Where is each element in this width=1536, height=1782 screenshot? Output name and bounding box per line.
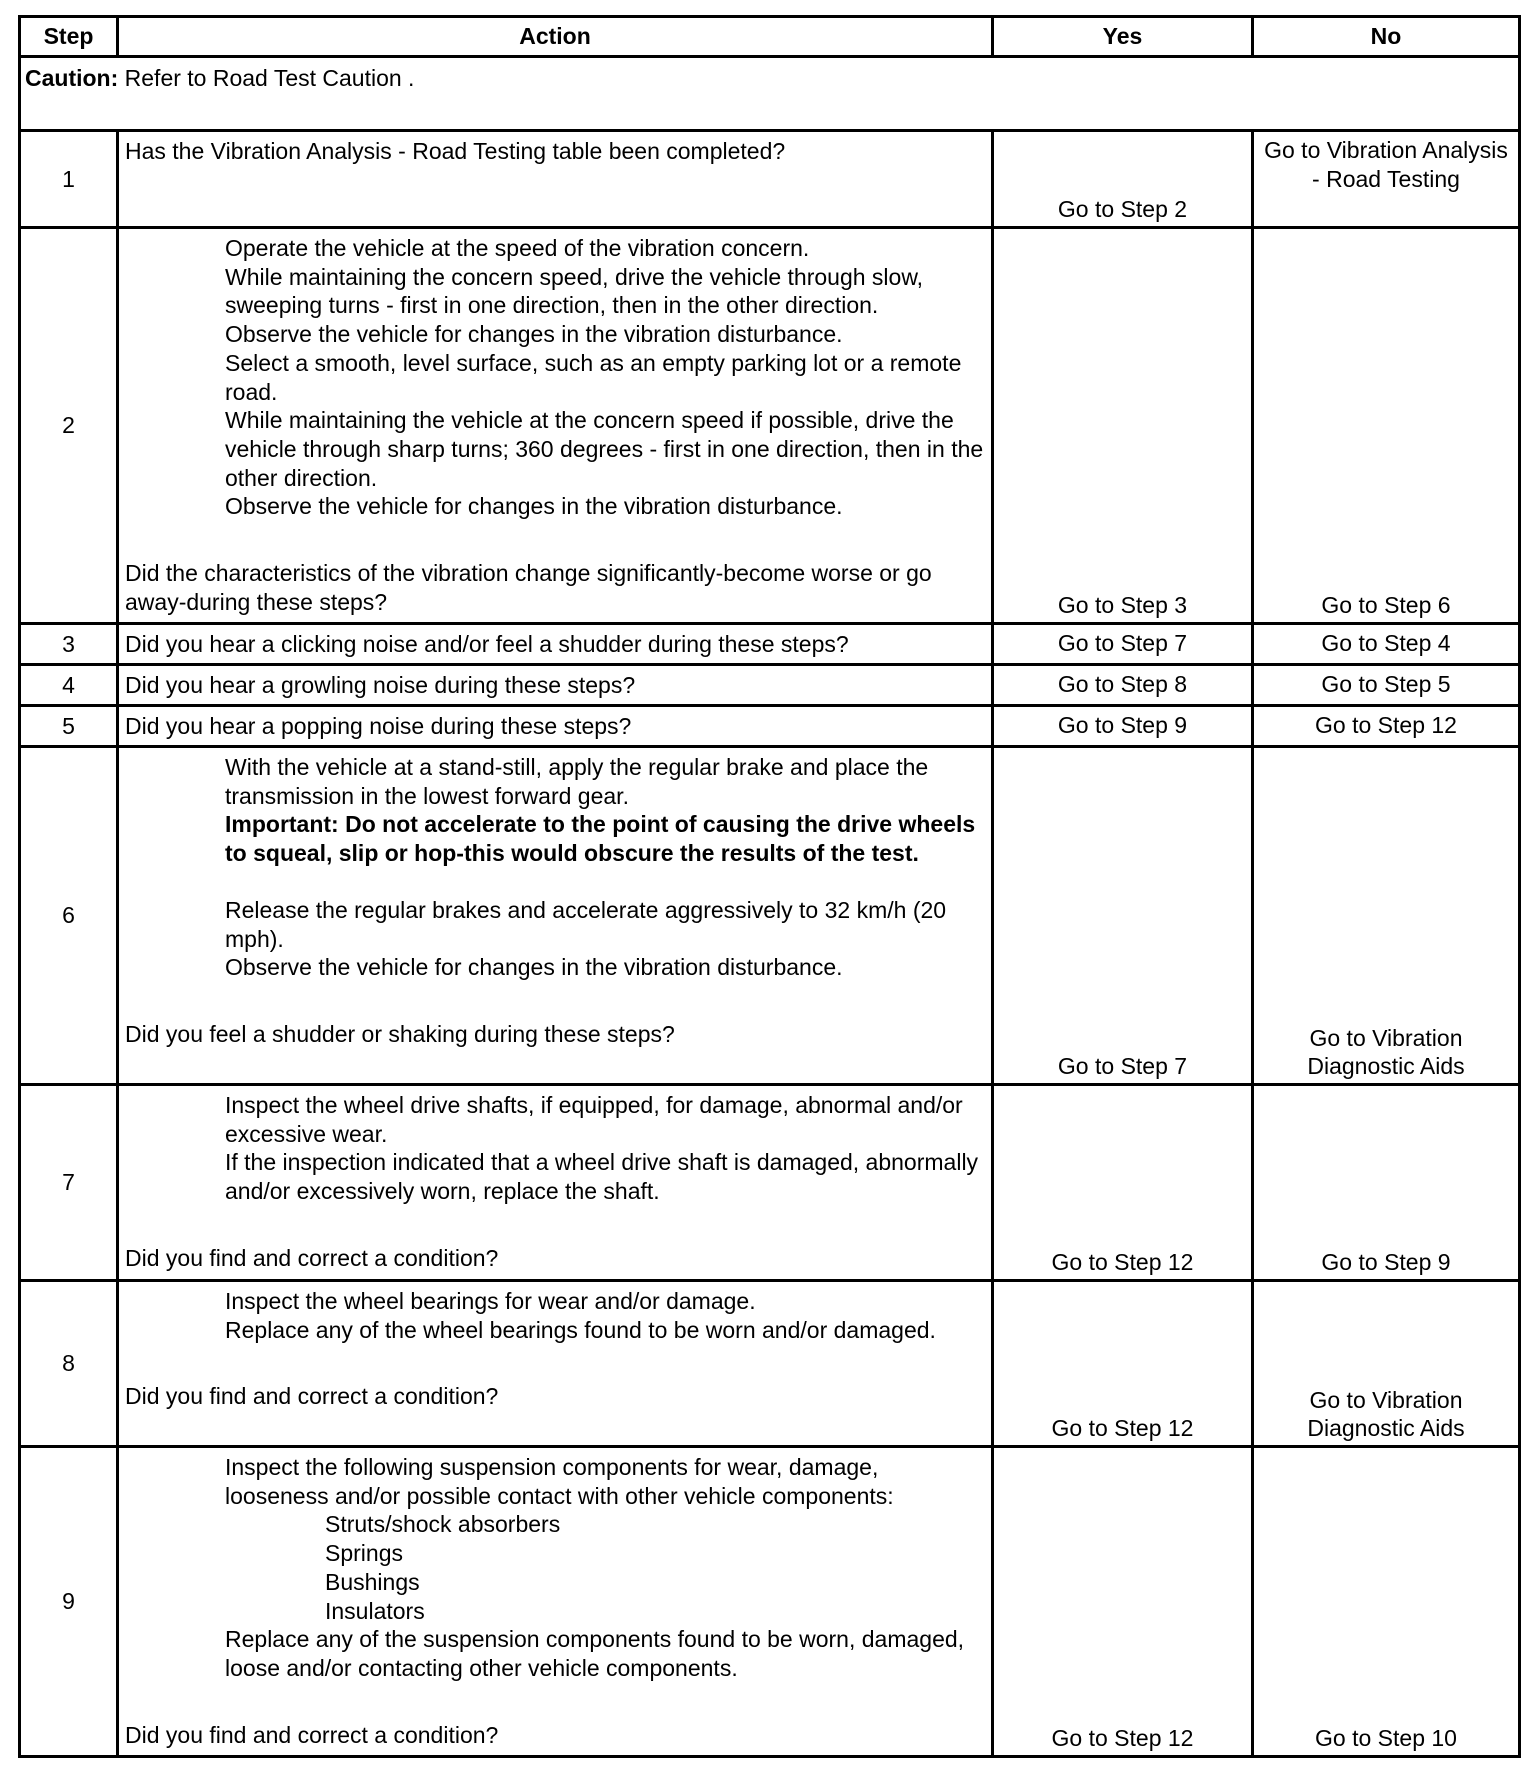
component-item: Bushings [325,1568,420,1595]
step-number: 4 [20,665,118,706]
action-cell [118,624,993,665]
diagnostic-table [18,15,1521,1758]
step-number: 5 [20,706,118,747]
no-link[interactable]: Go to Step 10 [1253,1447,1520,1757]
question-text: Did you find and correct a condition? [125,1383,499,1410]
table-row [20,665,1520,706]
no-link[interactable]: Go to Step 12 [1253,706,1520,747]
spacer [125,521,985,559]
table-row [20,131,1520,228]
step-number: 7 [20,1085,118,1281]
spacer [125,982,985,1020]
question-text: Did you hear a clicking noise and/or feel a shudder during these steps? [125,630,849,657]
step-number: 1 [20,131,118,228]
yes-link[interactable]: Go to Step 8 [993,665,1253,706]
question-text: Did you feel a shudder or shaking during these steps? [125,1020,675,1047]
instruction-text: Inspect the following suspension components for wear, damage, looseness and/or possible contact with other vehicle components: [225,1454,894,1509]
no-link[interactable]: Go to Vibration Analysis - Road Testing [1253,131,1520,228]
yes-link[interactable]: Go to Step 3 [993,228,1253,624]
question-text: Has the Vibration Analysis - Road Testing table been completed? [125,138,786,164]
instruction-text: Replace any of the wheel bearings found to be worn and/or damaged. [225,1316,936,1343]
action-cell [118,706,993,747]
table-row [20,1447,1520,1757]
yes-link[interactable]: Go to Step 9 [993,706,1253,747]
action-cell [118,747,993,1085]
yes-link[interactable]: Go to Step 7 [993,747,1253,1085]
caution-label: Caution: [25,65,119,91]
instruction-text: While maintaining the concern speed, drive the vehicle through slow, sweeping turns - first in one direction, then in the other direction. [225,263,924,319]
header-no: No [1253,17,1520,57]
instruction-text: Observe the vehicle for changes in the vibration disturbance. [225,954,843,981]
table-row [20,1085,1520,1281]
question-text: Did you hear a popping noise during these steps? [125,712,632,739]
spacer [125,1206,985,1244]
table-row [20,747,1520,1085]
instruction-text: Release the regular brakes and accelerate aggressively to 32 km/h (20 mph). [225,896,947,952]
instruction-text: Inspect the wheel drive shafts, if equipped, for damage, abnormal and/or excessive wear. [225,1092,963,1147]
yes-link[interactable]: Go to Step 12 [993,1447,1253,1757]
no-link[interactable]: Go to Step 4 [1253,624,1520,665]
instruction-text: While maintaining the vehicle at the concern speed if possible, drive the vehicle through sharp turns; 360 degrees - first in one direction, then in the other direction. [225,407,984,491]
step-number: 2 [20,228,118,624]
component-item: Springs [325,1540,403,1567]
instruction-text: Select a smooth, level surface, such as an empty parking lot or a remote road. [225,349,962,405]
instruction-text: Observe the vehicle for changes in the vibration disturbance. [225,321,843,348]
instruction-text: Observe the vehicle for changes in the vibration disturbance. [225,493,843,520]
caution-cell [20,57,1520,131]
header-yes: Yes [993,17,1253,57]
component-item: Struts/shock absorbers [325,1511,561,1538]
instruction-text: Replace any of the suspension components found to be worn, damaged, loose and/or contacting other vehicle components. [225,1626,965,1681]
no-link[interactable]: Go to Vibration Diagnostic Aids [1253,747,1520,1085]
question-text: Did you find and correct a condition? [125,1244,499,1271]
table-row [20,1281,1520,1447]
instruction-text: With the vehicle at a stand-still, apply the regular brake and place the transmission in the lowest forward gear. [225,754,929,809]
action-cell [118,1281,993,1447]
header-action: Action [118,17,993,57]
question-text: Did you hear a growling noise during these steps? [125,671,636,698]
important-note: Important: Do not accelerate to the point of causing the drive wheels to squeal, slip or hop-this would obscure the results of the test. [225,811,976,867]
step-number: 8 [20,1281,118,1447]
step-number: 6 [20,747,118,1085]
table-row [20,624,1520,665]
table-row [20,228,1520,624]
no-link[interactable]: Go to Step 9 [1253,1085,1520,1281]
instruction-text: Operate the vehicle at the speed of the vibration concern. [225,235,810,261]
action-cell [118,1447,993,1757]
spacer [125,868,985,896]
header-step: Step [20,17,118,57]
action-cell [118,1085,993,1281]
question-text: Did you find and correct a condition? [125,1721,499,1748]
step-number: 3 [20,624,118,665]
component-item: Insulators [325,1597,425,1624]
instruction-text: If the inspection indicated that a wheel drive shaft is damaged, abnormally and/or excessively worn, replace the shaft. [225,1149,979,1205]
spacer [125,1344,985,1382]
yes-link[interactable]: Go to Step 12 [993,1281,1253,1447]
caution-row [20,57,1520,131]
table-row [20,706,1520,747]
action-cell [118,228,993,624]
action-cell [118,131,993,228]
no-link[interactable]: Go to Step 6 [1253,228,1520,624]
action-cell [118,665,993,706]
caution-text: Refer to Road Test Caution . [118,65,415,91]
header-row [20,17,1520,57]
step-number: 9 [20,1447,118,1757]
yes-link[interactable]: Go to Step 2 [993,131,1253,228]
no-link[interactable]: Go to Step 5 [1253,665,1520,706]
question-text: Did the characteristics of the vibration change significantly-become worse or go away-during these steps? [125,560,932,615]
instruction-text: Inspect the wheel bearings for wear and/or damage. [225,1288,756,1314]
spacer [125,1683,985,1721]
yes-link[interactable]: Go to Step 12 [993,1085,1253,1281]
no-link[interactable]: Go to Vibration Diagnostic Aids [1253,1281,1520,1447]
yes-link[interactable]: Go to Step 7 [993,624,1253,665]
